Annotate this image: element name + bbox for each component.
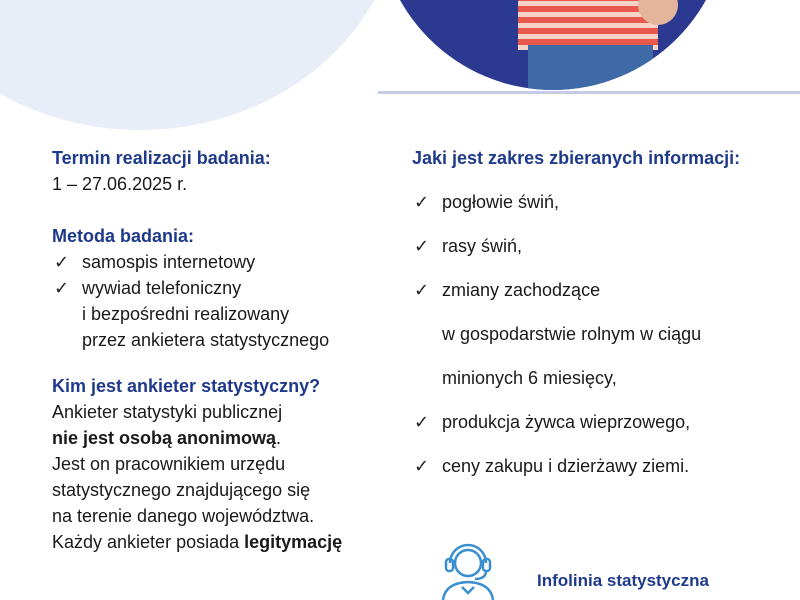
infolinia-label: Infolinia statystyczna: [537, 571, 709, 590]
metoda-heading: Metoda badania:: [52, 226, 195, 246]
zakres-heading: Jaki jest zakres zbieranych informacji:: [412, 148, 741, 168]
metoda-item: ✓ samospis internetowy: [52, 249, 392, 275]
zakres-item: ✓ zmiany zachodzące w gospodarstwie rolnym w ciągu minionych 6 miesięcy,: [412, 277, 792, 391]
background-arc: [0, 0, 400, 130]
check-icon: ✓: [414, 280, 430, 300]
kim-heading: Kim jest ankieter statystyczny?: [52, 376, 321, 396]
zakres-list: [412, 189, 792, 479]
check-icon: ✓: [414, 412, 430, 432]
check-icon: ✓: [414, 192, 430, 212]
kim-line: na terenie danego województwa.: [52, 506, 315, 526]
zakres-item: ✓ ceny zakupu i dzierżawy ziemi.: [412, 453, 792, 479]
metoda-item: ✓ wywiad telefoniczny: [52, 275, 392, 301]
divider-line: [378, 91, 800, 94]
check-icon: ✓: [54, 278, 70, 298]
zakres-item: ✓ produkcja żywca wieprzowego,: [412, 409, 792, 435]
left-column: [52, 145, 392, 555]
kim-line: Każdy ankieter posiada legitymację: [52, 532, 343, 552]
headset-icon: [437, 537, 499, 600]
metoda-list: [52, 249, 392, 353]
kim-line: Jest on pracownikiem urzędu: [52, 454, 286, 474]
check-icon: ✓: [414, 456, 430, 476]
kim-line: statystycznego znajdującego się: [52, 480, 311, 500]
termin-value: 1 – 27.06.2025 r.: [52, 174, 188, 194]
metoda-item-cont: przez ankietera statystycznego: [82, 330, 330, 350]
right-column: [412, 145, 792, 497]
termin-heading: Termin realizacji badania:: [52, 148, 271, 168]
kim-line: Ankieter statystyki publicznej: [52, 402, 283, 422]
zakres-item: ✓ rasy świń,: [412, 233, 792, 259]
metoda-item-cont: i bezpośredni realizowany: [82, 304, 290, 324]
person-jeans: [528, 45, 653, 90]
kim-line: nie jest osobą anonimową.: [52, 428, 282, 448]
zakres-item: ✓ pogłowie świń,: [412, 189, 792, 215]
check-icon: ✓: [54, 252, 70, 272]
check-icon: ✓: [414, 236, 430, 256]
photo-circle: [378, 0, 728, 90]
person-shirt: [518, 0, 658, 50]
